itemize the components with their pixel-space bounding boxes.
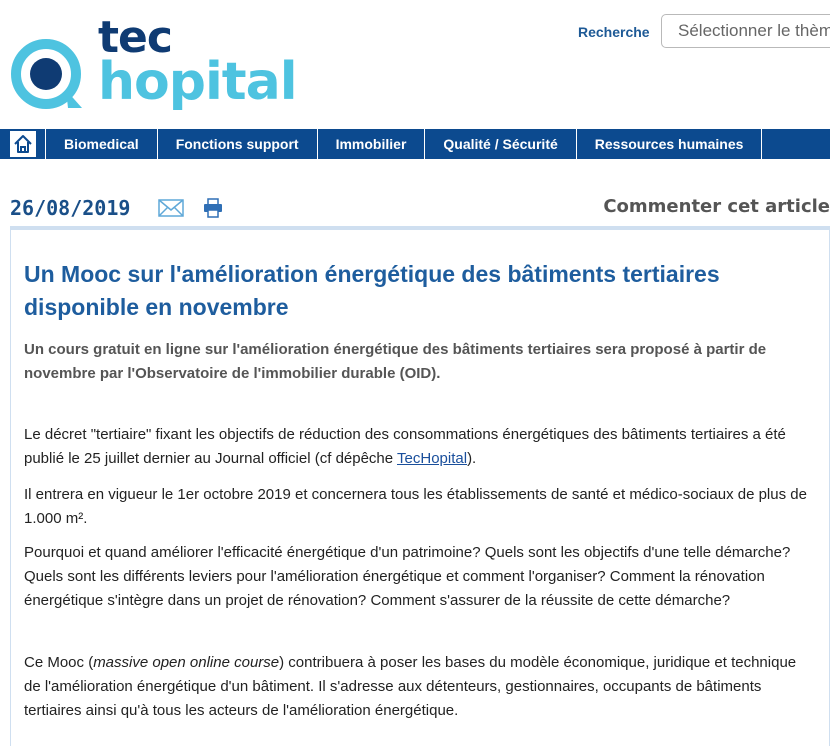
print-icon[interactable] [203, 198, 223, 218]
nav-item-biomedical[interactable]: Biomedical [45, 129, 157, 159]
mooc-definition: massive open online course [93, 654, 280, 671]
article-paragraph [24, 651, 814, 723]
email-icon[interactable] [158, 198, 184, 218]
comment-article-link[interactable]: Commenter cet article [603, 196, 830, 217]
paragraph-text: Le décret "tertiaire" fixant les objectifs de réduction des consommations énergétiques des bâtiments tertiaires a été publié le 25 juillet dernier au Journal officiel (cf dépêche [24, 426, 786, 467]
nav-item-ressources-humaines[interactable]: Ressources humaines [576, 129, 763, 159]
article-paragraph: Il entrera en vigueur le 1er octobre 2019 et concernera tous les établissements de santé et médico-sociaux de plus de 1.000 m². [24, 486, 807, 527]
article-container [10, 226, 830, 746]
site-logo[interactable] [10, 12, 297, 118]
article-date: 26/08/2019 [10, 196, 131, 220]
article-lede: Un cours gratuit en ligne sur l'amélioration énergétique des bâtiments tertiaires sera proposé à partir de novembre par l'Observatoire de l'immobilier durable (OID). [24, 341, 767, 382]
nav-item-qualite-securite[interactable]: Qualité / Sécurité [424, 129, 575, 159]
article-meta-bar [10, 196, 830, 222]
nav-home-button[interactable] [0, 129, 45, 159]
main-navigation [0, 129, 830, 159]
search-label: Recherche [578, 24, 650, 40]
logo-magnifier-icon [10, 38, 88, 116]
logo-text-hopital: hopital [98, 52, 297, 112]
paragraph-text: ). [467, 450, 477, 467]
nav-item-fonctions-support[interactable]: Fonctions support [157, 129, 317, 159]
home-icon [13, 134, 33, 154]
paragraph-text: Ce Mooc ( [24, 654, 94, 671]
techopital-link[interactable]: TecHopital [397, 450, 468, 467]
article-title: Un Mooc sur l'amélioration énergétique des bâtiments tertiaires disponible en novembre [24, 261, 720, 320]
article-paragraph: Pourquoi et quand améliorer l'efficacité énergétique d'un patrimoine? Quels sont les objectifs d'une telle démarche? Quels sont les différents leviers pour l'amélioration énergétique et comment l'organiser? Comment la rénovation énergétique s'intègre dans un projet de rénovation? Comment s'assurer de la réussite de cette démarche? [24, 544, 791, 609]
nav-item-immobilier[interactable]: Immobilier [317, 129, 425, 159]
paragraph-text: ) contribuera à poser les bases du modèle économique, juridique et technique de l'amélioration énergétique d'un bâtiment. Il s'adresse aux détenteurs, gestionnaires, occupants de bâtiments tertiaires ainsi qu'à tous les acteurs de l'amélioration énergétique. [24, 654, 797, 719]
article-paragraph [24, 423, 814, 471]
theme-search-input[interactable] [661, 14, 830, 48]
logo-text-tec: tec [98, 12, 172, 63]
